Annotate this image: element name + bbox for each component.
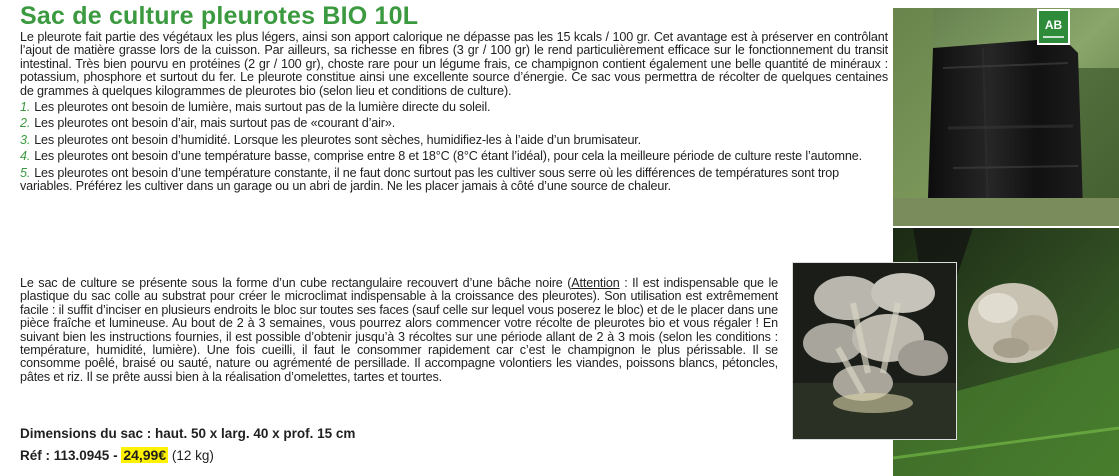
tips-list: [20, 101, 888, 193]
list-text: Les pleurotes ont besoin d’humidité. Lorsque les pleurotes sont sèches, humidifiez-les à l’aide d’un brumisateur.: [34, 132, 642, 147]
list-text: Les pleurotes ont besoin d’air, mais surtout pas de «courant d’air».: [34, 116, 396, 131]
grow-bag-photo: [893, 8, 1119, 226]
list-item: [20, 117, 888, 130]
page-title: Sac de culture pleurotes BIO 10L: [20, 2, 419, 30]
attention-label: Attention: [571, 276, 620, 290]
reference-line: [20, 447, 214, 463]
list-number: 3.: [20, 132, 31, 147]
reference-label: Réf : 113.0945 -: [20, 448, 122, 463]
list-item: [20, 101, 888, 114]
weight-label: (12 kg): [168, 448, 214, 463]
list-text: Les pleurotes ont besoin d’une température constante, il ne faut donc surtout pas les cultiver sous serre où les différences de températures sont trop variables. Préférez les cultiver dans un garage ou un abri de jardin. Ne les placer jamais à côté d’une source de chaleur.: [20, 165, 839, 194]
list-item: [20, 150, 888, 163]
description-column: [20, 31, 888, 193]
mushroom-cluster-photo: [792, 262, 957, 440]
list-number: 5.: [20, 165, 31, 180]
list-text: Les pleurotes ont besoin d’une température basse, comprise entre 8 et 18°C (8°C étant l’idéal), pour cela la meilleure période de culture reste l’automne.: [34, 149, 862, 164]
usage-text-start: Le sac de culture se présente sous la forme d’un cube rectangulaire recouvert d’une bâche noire (: [20, 276, 572, 290]
list-number: 1.: [20, 100, 31, 115]
usage-text-rest: : Il est indispensable que le plastique du sac colle au substrat pour créer le microclimat indispensable à la croissance des pleurotes). Son utilisation est extrêmement facile : il suffit d’inciser en plusieurs endroits le bloc sur toutes ses faces (sauf celle sur lequel vous poserez le bloc) et de le placer dans une pièce fraîche et lumineuse. Au bout de 2 à 3 semaines, vous pourrez alors commencer votre récolte de pleurotes bio et vous régaler ! En suivant bien les instructions fournies, il est possible d’obtenir jusqu’à 3 récoltes sur une période allant de 2 à 3 mois (selon les conditions : température, humidité, lumière). Une fois cueilli, il faut le consommer rapidement car c’est le champignon le plus périssable. Il se consomme poêlé, braisé ou sauté, nature ou agrémenté de persillade. Il accompagne volontiers les viandes, poissons blancs, pétoncles, pâtes et riz. Il se prête aussi bien à la réalisation d’omelettes, tartes et tourtes.: [20, 276, 778, 384]
usage-paragraph: [20, 277, 778, 384]
dimensions-line: Dimensions du sac : haut. 50 x larg. 40 x prof. 15 cm: [20, 426, 356, 441]
list-item: [20, 134, 888, 147]
list-number: 4.: [20, 149, 31, 164]
intro-paragraph: Le pleurote fait partie des végétaux les plus légers, ainsi son apport calorique ne dépasse pas les 15 kcals / 100 gr. Cet avantage est à préserver en contrôlant l’ajout de matière grasse lors de la cuisson. Par ailleurs, sa richesse en fibres (3 gr / 100 gr) le rend particulièrement efficace sur le fonctionnement du transit intestinal. Très bien pourvu en protéines (2 gr / 100 gr), choste rare pour un légume frais, ce champignon contient également une belle quantité de minéraux : potassium, phosphore et surtout du fer. Le pleurote constitue ainsi une excellente source d’énergie. Ce sac vous permettra de récolter de quelques centaines de grammes à quelques kilogrammes de pleurotes bio (selon lieu et conditions de culture).: [20, 30, 888, 98]
organic-label-icon: [1037, 9, 1070, 45]
list-item: [20, 167, 880, 194]
organic-label-text: AB: [1044, 18, 1063, 32]
price-highlight: 24,99€: [123, 447, 167, 463]
list-text: Les pleurotes ont besoin de lumière, mais surtout pas de la lumière directe du soleil.: [34, 100, 491, 115]
list-number: 2.: [20, 116, 31, 131]
